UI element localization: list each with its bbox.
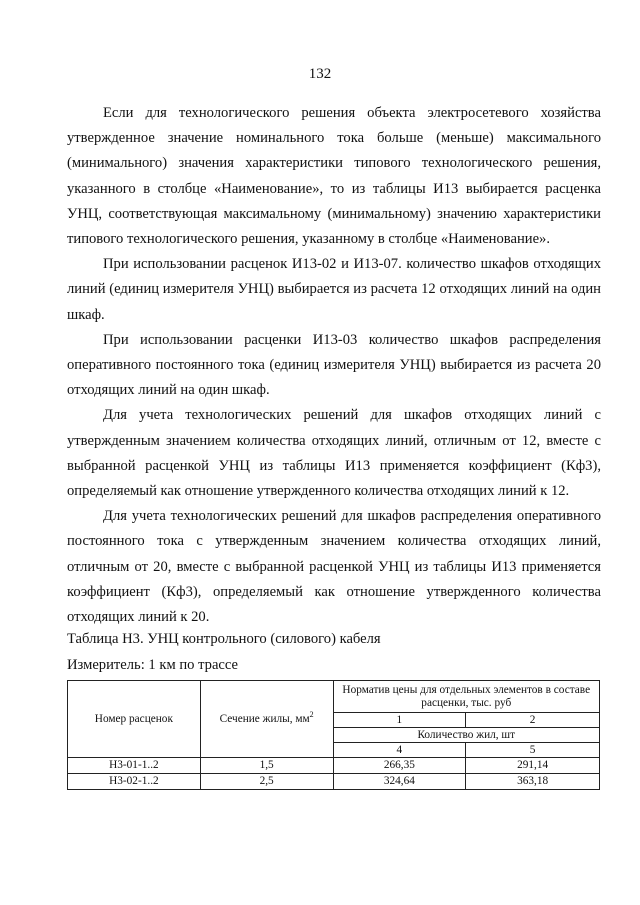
- page-number: 132: [308, 66, 332, 82]
- header-subcol-2: 2: [466, 713, 600, 728]
- table-row: [68, 758, 600, 774]
- table-header-row: [68, 681, 600, 713]
- body-text: [67, 101, 601, 630]
- header-subcol-1: 1: [333, 713, 466, 728]
- cell-section: 1,5: [200, 758, 333, 774]
- header-section: [200, 681, 333, 758]
- cell-code: Н3-01-1..2: [68, 758, 201, 774]
- paragraph: При использовании расценок И13-02 и И13-07. количество шкафов отходящих линий (единиц измерителя УНЦ) выбирается из расчета 12 отходящих линий на один шкаф.: [67, 256, 601, 323]
- paragraph: Для учета технологических решений для шкафов отходящих линий с утвержденным значением количества отходящих линий, отличным от 12, вместе с выбранной расценкой УНЦ из таблицы И13 применяется коэффициент (Кф3), определяемый как отношение утвержденного количества отходящих линий к 12.: [67, 407, 601, 500]
- header-cores-2: 5: [466, 743, 600, 758]
- cell-value-1: 324,64: [333, 774, 466, 790]
- table-row: [68, 774, 600, 790]
- rates-table: [67, 680, 600, 790]
- cell-value-2: 291,14: [466, 758, 600, 774]
- header-section-sup: 2: [309, 709, 314, 719]
- header-section-label: Сечение жилы, мм: [219, 712, 310, 725]
- header-cores: Количество жил, шт: [333, 728, 599, 743]
- paragraph: Если для технологического решения объекта электросетевого хозяйства утвержденное значение номинального тока больше (меньше) максимального (минимального) значения характеристики типового технологического решения, указанного в столбце «Наименование», то из таблицы И13 выбирается расценка УНЦ, соответствующая максимальному (минимальному) значению характеристики типового технологического решения, указанному в столбце «Наименование».: [67, 105, 601, 248]
- paragraph: При использовании расценки И13-03 количество шкафов распределения оперативного постоянного тока (единиц измерителя УНЦ) выбирается из расчета 20 отходящих линий на один шкаф.: [67, 331, 601, 399]
- cell-section: 2,5: [200, 774, 333, 790]
- table-caption: Таблица Н3. УНЦ контрольного (силового) кабеля: [67, 631, 381, 647]
- header-rate-number: Номер расценок: [68, 681, 201, 758]
- header-norm: Норматив цены для отдельных элементов в составе расценки, тыс. руб: [333, 681, 599, 713]
- cell-value-1: 266,35: [333, 758, 466, 774]
- table-unit: Измеритель: 1 км по трассе: [67, 657, 239, 673]
- cell-code: Н3-02-1..2: [68, 774, 201, 790]
- cell-value-2: 363,18: [466, 774, 600, 790]
- header-cores-1: 4: [333, 743, 466, 758]
- paragraph: Для учета технологических решений для шкафов распределения оперативного постоянного тока с утвержденным значением количества отходящих линий, отличным от 20, вместе с выбранной расценкой УНЦ из таблицы И13 применяется коэффициент (Кф3), определяемый как отношение утвержденного количества отходящих линий к 20.: [67, 508, 601, 626]
